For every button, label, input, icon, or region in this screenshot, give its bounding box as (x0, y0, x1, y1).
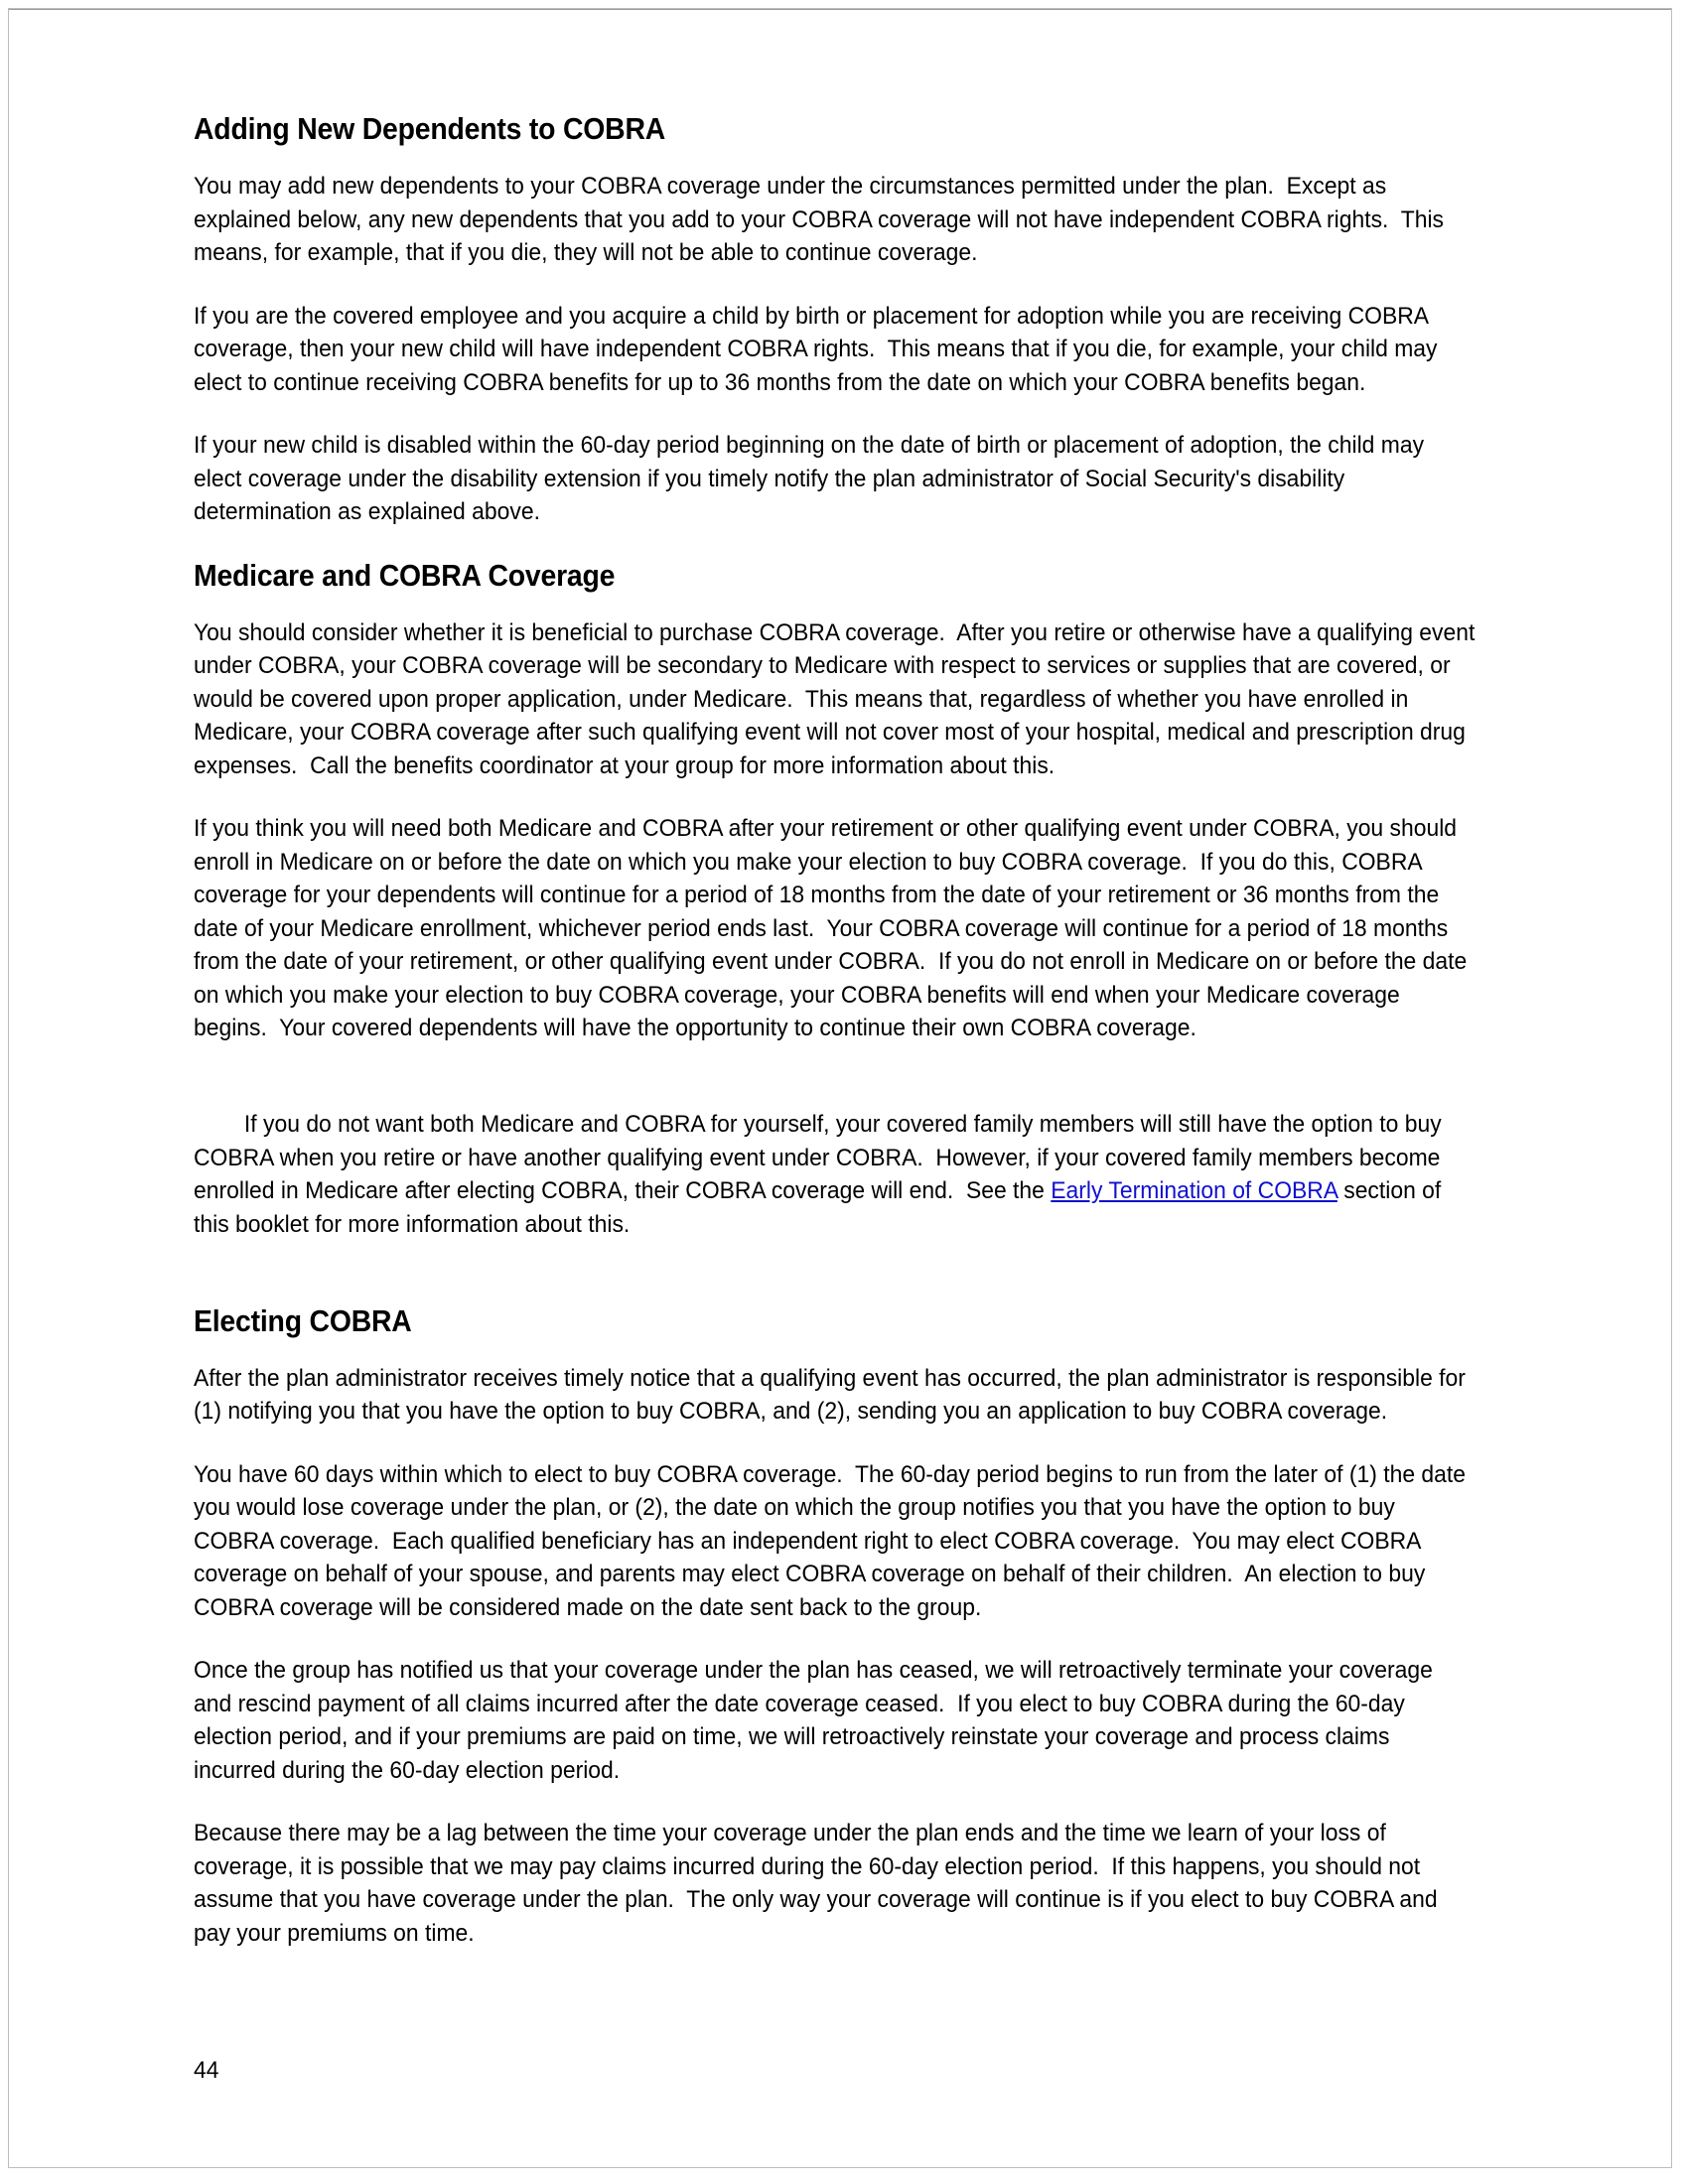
paragraph-birth-or-adoption: If you are the covered employee and you acquire a child by birth or placement for adoption while you are receiving COBRA coverage, then your new child will have independent COBRA rights. This means that if you die, for example, your child may elect to continue receiving COBRA benefits for up to 36 months from the date on which your COBRA benefits began. (194, 302, 1444, 396)
section-heading-medicare-and-cobra-coverage: Medicare and COBRA Coverage (194, 558, 616, 593)
paragraph-medicare-secondary-coverage: You should consider whether it is beneficial to purchase COBRA coverage. After you retire or otherwise have a qualifying event under COBRA, your COBRA coverage will be secondary to Medicare with respect to services or supplies that are covered, or would be covered upon proper application, under Medicare. This means that, regardless of whether you have enrolled in Medicare, your COBRA coverage after such qualifying event will not cover most of your hospital, medical and prescription drug expenses. Call the benefits coordinator at your group for more information about this. (194, 618, 1481, 779)
paragraph-add-dependents-general: You may add new dependents to your COBRA coverage under the circumstances permitted under the plan. Except as explained below, any new dependents that you add to your COBRA coverage will not have independent COBRA rights. This means, for example, that if you die, they will not be able to continue coverage. (194, 173, 1451, 267)
paragraph-retroactive-termination: Once the group has notified us that your coverage under the plan has ceased, we will retroactively terminate your coverage and rescind payment of all claims incurred after the date coverage ceased. If you elect to buy COBRA during the 60-day election period, and if your premiums are paid on time, we will retroactively reinstate your coverage and process claims incurred during the 60-day election period. (194, 1657, 1440, 1784)
paragraph-plan-administrator-notice: After the plan administrator receives timely notice that a qualifying event has occurred, the plan administrator is responsible for (1) notifying you that you have the option to buy COBRA, and (2), sending you an application to buy COBRA coverage. (194, 1364, 1473, 1426)
paragraph-sixty-day-election-period: You have 60 days within which to elect to buy COBRA coverage. The 60-day period begins to run from the later of (1) the date you would lose coverage under the plan, or (2), the date on which the group notifies you that you have the option to buy COBRA coverage. Each qualified beneficiary has an independent right to elect COBRA coverage. You may elect COBRA coverage on behalf of your spouse, and parents may elect COBRA coverage on behalf of their children. An election to buy COBRA coverage will be considered made on the date sent back to the group. (194, 1460, 1473, 1621)
document-page (8, 8, 1672, 2168)
paragraph-coverage-lag-warning: Because there may be a lag between the time your coverage under the plan ends and the time we learn of your loss of coverage, it is possible that we may pay claims incurred during the 60-day election period. If this happens, you should not assume that you have coverage under the plan. The only way your coverage will continue is if you elect to buy COBRA and pay your premiums on time. (194, 1820, 1444, 1947)
document-content (194, 112, 1481, 1950)
section-heading-electing-cobra: Electing COBRA (194, 1303, 412, 1338)
link-paragraph-text-before: If you do not want both Medicare and COBRA for yourself, your covered family members will still have the option to buy COBRA when you retire or have another qualifying event under COBRA. However, if your covered family members become enrolled in Medicare after electing COBRA, their COBRA coverage will end. See the (194, 1111, 1449, 1205)
page-number-footer: 44 (194, 2057, 219, 2084)
paragraph-medicare-enrollment-timing: If you think you will need both Medicare and COBRA after your retirement or other qualifying event under COBRA, you should enroll in Medicare on or before the date on which you make your election to buy COBRA coverage. If you do this, COBRA coverage for your dependents will continue for a period of 18 months from the date of your retirement or 36 months from the date of your Medicare enrollment, whichever period ends last. Your COBRA coverage will continue for a period of 18 months from the date of your retirement, or other qualifying event under COBRA. If you do not enroll in Medicare on or before the date on which you make your election to buy COBRA coverage, your COBRA benefits will end when your Medicare coverage begins. Your covered dependents will have the opportunity to continue their own COBRA coverage. (194, 815, 1474, 1042)
link-paragraph-text-after: section of this booklet for more information about this. (194, 1177, 1448, 1238)
section-heading-adding-new-dependents: Adding New Dependents to COBRA (194, 112, 666, 146)
paragraph-disabled-child-extension: If your new child is disabled within the 60-day period beginning on the date of birth or placement of adoption, the child may elect coverage under the disability extension if you timely notify the plan administrator of Social Security's disability determination as explained above. (194, 432, 1431, 526)
paragraph-medicare-family-members-link (194, 1075, 1477, 1275)
early-termination-of-cobra-link[interactable]: Early Termination of COBRA (1051, 1177, 1337, 1205)
